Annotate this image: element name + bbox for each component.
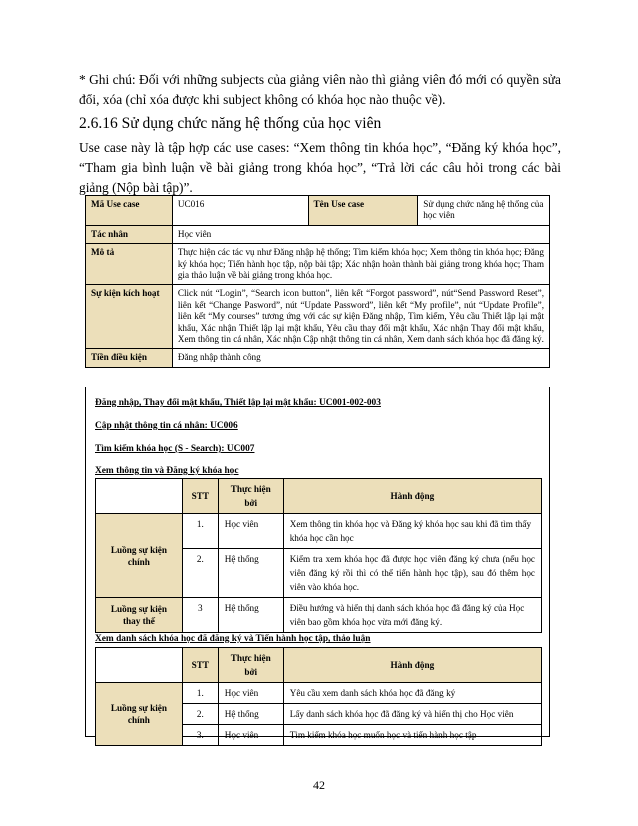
usecase-actor-row: [86, 225, 550, 243]
section-heading: 2.6.16 Sử dụng chức năng hệ thống của học viên: [79, 115, 382, 132]
row-action: Điều hướng và hiển thị danh sách khóa học đã đăng ký của Học viên bao gồm khóa học vừa mới đăng ký.: [283, 598, 541, 633]
row-stt: 1.: [182, 683, 218, 704]
note-paragraph: * Ghi chú: Đối với những subjects của giảng viên nào thì giảng viên đó mới có quyền sửa đổi, xóa (chỉ xóa được khi subject không có khóa học nào thuộc về).: [79, 72, 561, 107]
row-actor: Hệ thống: [218, 549, 283, 598]
row-actor: Học viên: [218, 725, 283, 746]
row-action: Yêu cầu xem danh sách khóa học đã đăng ký: [283, 683, 541, 704]
header-stt: STT: [182, 479, 218, 514]
table-row: [96, 598, 542, 633]
row-action: Kiểm tra xem khóa học đã được học viên đăng ký chưa (nếu học viên đăng ký rồi thì có thể tiến hành học tập), sau đó thêm học viên vào khóa học.: [283, 549, 541, 598]
header-action: Hành động: [283, 648, 541, 683]
usecase-pre-label: Tiền điều kiện: [86, 349, 173, 367]
usecase-id-row: [86, 196, 550, 226]
link-login-uc[interactable]: Đăng nhập, Thay đổi mật khẩu, Thiết lập lại mật khẩu: UC001-002-003: [95, 398, 381, 408]
table-row: [96, 514, 542, 549]
alt-flow-label: Luồng sự kiện thay thế: [96, 598, 183, 633]
usecase-pre-value: Đăng nhập thành công: [172, 349, 549, 367]
header-actor: Thực hiện bởi: [218, 648, 283, 683]
link-view-list[interactable]: Xem danh sách khóa học đã đăng ký và Tiến hành học tập, thảo luận: [95, 634, 371, 644]
row-action: Lấy danh sách khóa học đã đăng ký và hiển thị cho Học viên: [283, 704, 541, 725]
usecase-trigger-label: Sự kiện kích hoạt: [86, 285, 173, 349]
main-flow-label: Luồng sự kiện chính: [96, 683, 183, 746]
row-actor: Hệ thống: [218, 598, 283, 633]
link-view-register[interactable]: Xem thông tin và Đăng ký khóa học: [95, 466, 239, 476]
row-stt: 3: [182, 598, 218, 633]
row-action: Tìm kiếm khóa học muốn học và tiến hành học tập: [283, 725, 541, 746]
flow-list-table: [95, 647, 542, 746]
link-search-uc[interactable]: Tìm kiếm khóa học (S - Search): UC007: [95, 444, 255, 454]
row-actor: Hệ thống: [218, 704, 283, 725]
usecase-name-value: Sử dụng chức năng hệ thống của học viên: [418, 196, 550, 226]
usecase-table: [85, 195, 550, 368]
row-action: Xem thông tin khóa học và Đăng ký khóa học sau khi đã tìm thấy khóa học cần học: [283, 514, 541, 549]
usecase-detail-box: [85, 387, 550, 740]
usecase-name-label: Tên Use case: [308, 196, 418, 226]
flow-list-header: [96, 648, 542, 683]
intro-paragraph: Use case này là tập hợp các use cases: “Xem thông tin khóa học”, “Đăng ký khóa học”, “Tham gia bình luận về bài giảng trong khóa học”, “Trả lời các câu hỏi trong các bài giảng (Nộp bài tập)”.: [79, 140, 561, 195]
row-actor: Học viên: [218, 683, 283, 704]
row-stt: 1.: [182, 514, 218, 549]
header-stt: STT: [182, 648, 218, 683]
row-stt: 2.: [182, 549, 218, 598]
usecase-desc-label: Mô tả: [86, 244, 173, 285]
header-action: Hành động: [283, 479, 541, 514]
usecase-pre-row: [86, 349, 550, 367]
row-actor: Học viên: [218, 514, 283, 549]
table-row: [96, 683, 542, 704]
usecase-actor-value: Học viên: [172, 225, 549, 243]
row-stt: 3.: [182, 725, 218, 746]
usecase-id-value: UC016: [172, 196, 308, 226]
usecase-desc-value: Thực hiện các tác vụ như Đăng nhập hệ thống; Tìm kiếm khóa học; Xem thông tin khóa học; Đăng ký khóa học; Tiến hành học tập, nộp bài tập; Xác nhận hoàn thành bài giảng trong khóa học; Tham gia thảo luận về bài giảng trong khóa học.: [172, 244, 549, 285]
flow-register-table: [95, 478, 542, 633]
page-number: 42: [313, 778, 325, 792]
usecase-desc-row: [86, 244, 550, 285]
flow-register-header: [96, 479, 542, 514]
usecase-actor-label: Tác nhân: [86, 225, 173, 243]
link-profile-uc[interactable]: Cập nhật thông tin cá nhân: UC006: [95, 421, 238, 431]
header-actor: Thực hiện bởi: [218, 479, 283, 514]
row-stt: 2.: [182, 704, 218, 725]
main-flow-label: Luồng sự kiện chính: [96, 514, 183, 598]
usecase-trigger-value: Click nút “Login”, “Search icon button”, liên kết “Forgot password”, nút“Send Password Reset”, liên kết “Change Pasword”, nút “Update Password”, liên kết “My profile”, nút “Update Profile”, liên kết “My courses” tương ứng với các sự kiện Đăng nhập, Tìm kiếm, Yêu cầu Thiết lập lại mật khẩu, Xác nhận Thiết lập lại mật khẩu, Yêu cầu thay đổi mật khẩu, Xác nhận Thay đổi mật khẩu, Xem thông tin cá nhân, Xác nhận Cập nhật thông tin cá nhân, Xem danh sách khóa học đã đăng ký.: [172, 285, 549, 349]
usecase-id-label: Mã Use case: [86, 196, 173, 226]
usecase-trigger-row: [86, 285, 550, 349]
